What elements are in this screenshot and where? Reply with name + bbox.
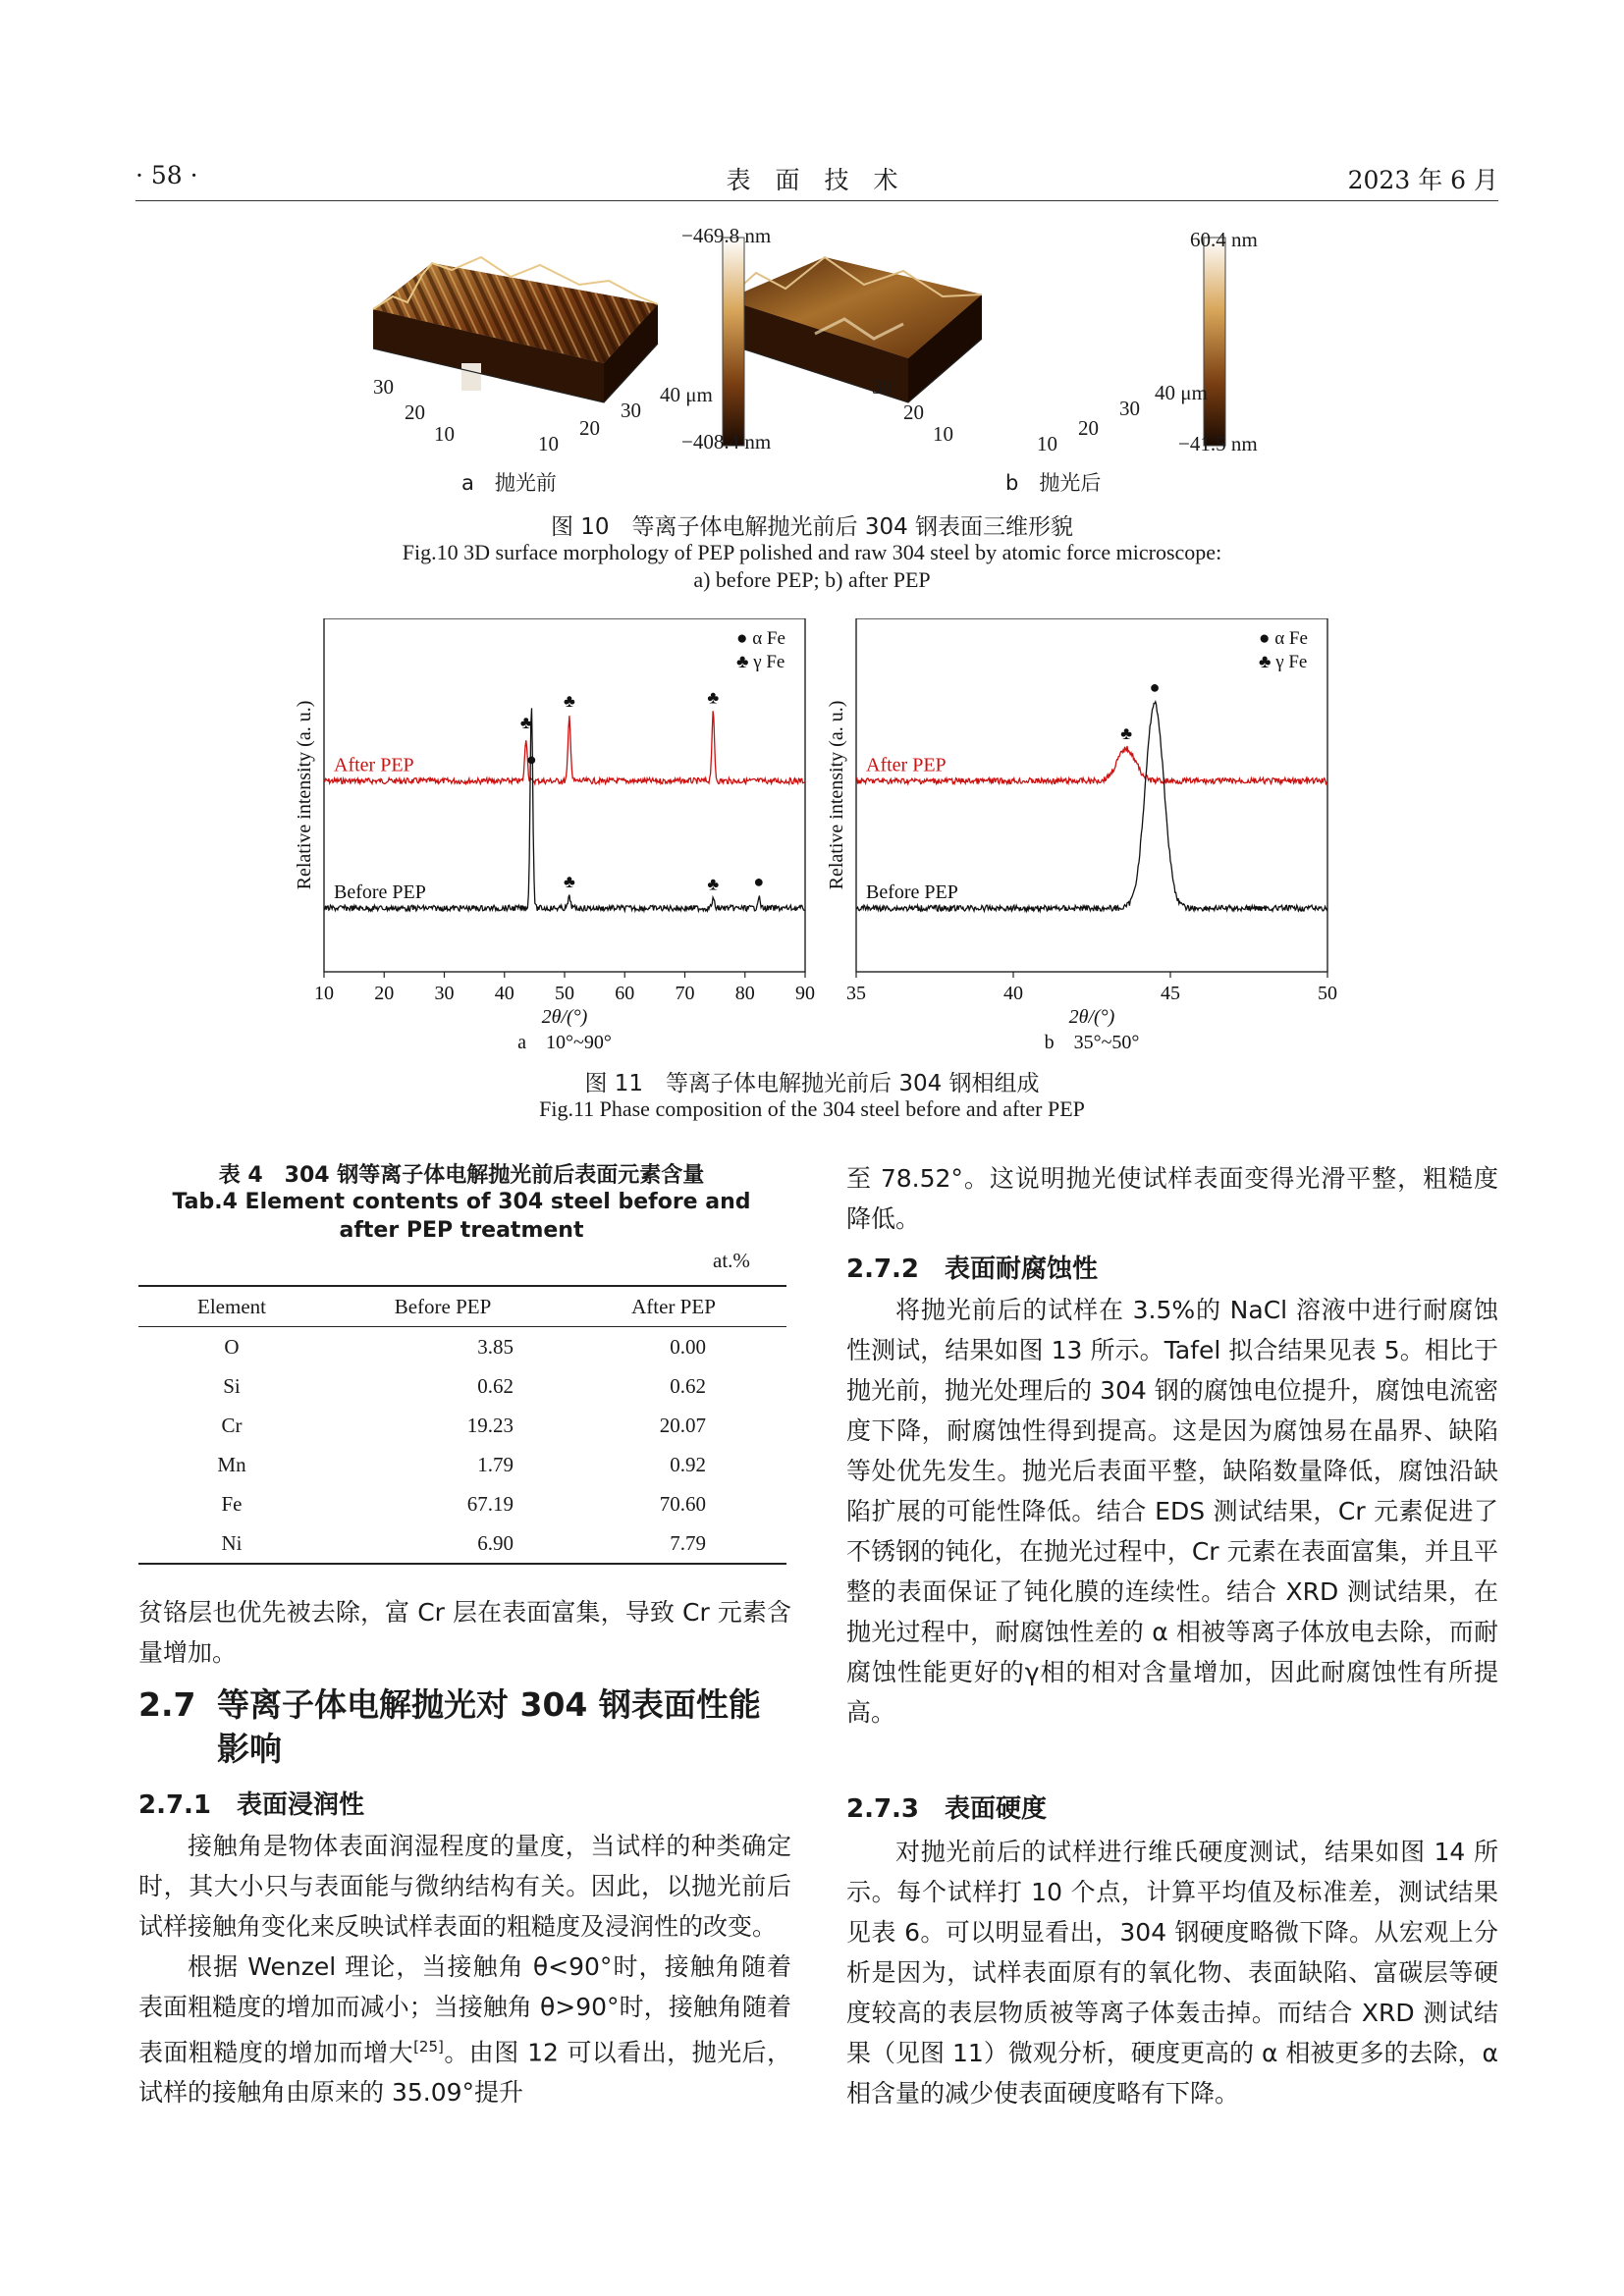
x-axis-label: 2θ/(°) xyxy=(541,1006,588,1028)
table4-title-en-2: after PEP treatment xyxy=(339,1218,584,1243)
series-label: Before PEP xyxy=(334,881,426,904)
peak-marker: ♣ xyxy=(707,687,720,708)
table4-cell: 0.62 xyxy=(670,1373,706,1398)
table4-cell: 1.79 xyxy=(477,1452,514,1476)
fig10-caption-en-1: Fig.10 3D surface morphology of PEP polished and raw 304 steel by atomic force microscope: xyxy=(402,540,1222,564)
table4-title-en-1: Tab.4 Element contents of 304 steel before and xyxy=(172,1190,751,1214)
fig10-caption-cn: 图 10 等离子体电解抛光前后 304 钢表面三维形貌 xyxy=(550,514,1074,540)
fig11a-xrd-chart xyxy=(275,618,825,1060)
afm-surface-b xyxy=(727,257,982,402)
x-axis-label: 2θ/(°) xyxy=(1068,1006,1115,1028)
chart-sublabel: a 10°~90° xyxy=(517,1032,612,1053)
fig11b-xrd-chart xyxy=(825,618,1345,1060)
table4-title-cn: 表 4 304 钢等离子体电解抛光前后表面元素含量 xyxy=(218,1163,705,1188)
x-tick-label: 40 xyxy=(494,983,514,1004)
peak-marker: ● xyxy=(525,749,537,770)
chart-sublabel: b 35°~50° xyxy=(1044,1032,1140,1053)
section-2-7-heading xyxy=(138,1682,791,1771)
right-column xyxy=(846,1158,1498,1239)
x-tick-label: 35 xyxy=(846,983,866,1004)
fig11-caption-en: Fig.11 Phase composition of the 304 steel before and after PEP xyxy=(539,1096,1085,1121)
plot-frame xyxy=(856,618,1327,972)
legend-entry: ♣ γ Fe xyxy=(736,652,785,672)
x-tick-label: 70 xyxy=(675,983,695,1004)
right-paragraph-3: 对抛光前后的试样进行维氏硬度测试，结果如图 14 所示。每个试样打 10 个点，计算平均值及标准差，测试结果见表 6。可以明显看出，304 钢硬度略微下降。从宏观上分析是因为，试样表面原有的氧化物、表面缺陷、富碳层等硬度较高的表层物质被等离子体轰击掉。而结合 XRD 测试结果（见图 11）微观分析，硬度更高的 α 相被更多的去除，α 相含量的减少使表面硬度略有下降。 xyxy=(846,1838,1498,2108)
left-column-body xyxy=(138,1826,791,2112)
issue-date: 2023 年 6 月 xyxy=(1347,166,1498,194)
header-rule xyxy=(135,200,1498,201)
fig10a-tick-10-left: 10 xyxy=(434,422,455,446)
x-tick-label: 20 xyxy=(374,983,395,1004)
table-row xyxy=(138,1523,786,1564)
y-axis-label: Relative intensity (a. u.) xyxy=(294,700,315,890)
peak-marker: ♣ xyxy=(563,872,575,892)
x-tick-label: 90 xyxy=(795,983,815,1004)
table-row xyxy=(138,1445,786,1484)
table4-cell: 0.00 xyxy=(670,1334,706,1359)
fig10b-axis-len: 40 μm xyxy=(1155,381,1208,404)
x-tick-label: 50 xyxy=(555,983,574,1004)
colorbar-b xyxy=(1204,238,1225,446)
fig10a-tick-10-right: 10 xyxy=(538,432,559,455)
fig10a-cb-min: −408.4 nm xyxy=(681,430,772,454)
table4-unit: at.% xyxy=(713,1249,750,1272)
left-paragraph-3b: 。由图 12 可以看出，抛光后，试样的接触角由原来的 35.09°提升 xyxy=(138,2038,791,2108)
table4-cell: 67.19 xyxy=(466,1491,514,1516)
peak-marker: ♣ xyxy=(563,691,575,712)
fig10b-tick-10-left: 10 xyxy=(933,422,953,446)
x-tick-label: 80 xyxy=(734,983,755,1004)
peak-marker: ♣ xyxy=(707,874,720,894)
table4-cell: Mn xyxy=(217,1452,246,1476)
afm-surface-a xyxy=(373,257,658,402)
y-axis-label: Relative intensity (a. u.) xyxy=(826,700,847,890)
x-tick-label: 30 xyxy=(434,983,455,1004)
reference-25: [25] xyxy=(413,2038,444,2056)
left-paragraph-2: 接触角是物体表面润湿程度的量度，当试样的种类确定时，其大小只与表面能与微纳结构有关。因此，以抛光前后试样接触角变化来反映试样表面的粗糙度及浸润性的改变。 xyxy=(138,1832,791,1941)
table4-cell: 0.92 xyxy=(670,1452,706,1476)
left-paragraph-3 xyxy=(138,1947,791,2112)
left-column xyxy=(138,1592,791,1673)
section-2-7-3-heading: 2.7.3 表面硬度 xyxy=(846,1794,1048,1824)
right-paragraph-2: 将抛光前后的试样在 3.5%的 NaCl 溶液中进行耐腐蚀性测试，结果如图 13 所示。Tafel 拟合结果见表 5。相比于抛光前，抛光处理后的 304 钢的腐蚀电位提升，腐蚀电流密度下降，耐腐蚀性得到提高。这是因为腐蚀易在晶界、缺陷等处优先发生。抛光后表面平整，缺陷数量降低，腐蚀沿缺陷扩展的可能性降低。结合 EDS 测试结果，Cr 元素促进了不锈钢的钝化，在抛光过程中，Cr 元素在表面富集，并且平整的表面保证了钝化膜的连续性。结合 XRD 测试结果，在抛光过程中，耐腐蚀性差的 α 相被等离子体放电去除，而耐腐蚀性能更好的γ相的相对含量增加，因此耐腐蚀性有所提高。 xyxy=(846,1296,1498,1727)
page-number: · 58 · xyxy=(135,161,198,189)
table4-cell: 0.62 xyxy=(477,1373,514,1398)
table4-cell: 70.60 xyxy=(659,1491,706,1516)
table-row xyxy=(138,1406,786,1445)
series-label: Before PEP xyxy=(866,881,958,904)
colorbar-a-visible xyxy=(723,238,744,446)
legend-entry: ● α Fe xyxy=(1259,628,1308,649)
peak-marker: ● xyxy=(753,872,765,892)
fig10a-cb-max: −469.8 nm xyxy=(681,224,772,247)
table4-cell: 6.90 xyxy=(477,1530,514,1555)
fig10b-tick-30-right: 30 xyxy=(1119,397,1140,420)
x-tick-label: 10 xyxy=(314,983,334,1004)
x-tick-label: 45 xyxy=(1161,983,1180,1004)
plot-frame xyxy=(324,618,805,972)
fig10b-tick-30-left: 30 xyxy=(872,375,893,399)
table-row xyxy=(138,1327,786,1367)
table4-header-element: Element xyxy=(197,1294,266,1318)
series-label: After PEP xyxy=(334,754,414,776)
fig11-caption-cn: 图 11 等离子体电解抛光前后 304 钢相组成 xyxy=(584,1071,1040,1096)
fig10a-axis-len: 40 μm xyxy=(660,383,713,406)
table4-cell: 3.85 xyxy=(477,1334,514,1359)
fig10-afm-images xyxy=(353,216,1296,510)
fig10b-cb-min: −41.5 nm xyxy=(1178,432,1258,455)
table-row xyxy=(138,1484,786,1523)
fig10a-tick-30-left: 30 xyxy=(373,375,394,399)
fig10b-tick-20-left: 20 xyxy=(903,400,924,424)
table4-cell: 20.07 xyxy=(659,1413,706,1437)
fig10b-cb-max: 60.4 nm xyxy=(1190,228,1258,251)
table-row xyxy=(138,1366,786,1406)
left-paragraph-1: 贫铬层也优先被去除，富 Cr 层在表面富集，导致 Cr 元素含量增加。 xyxy=(138,1598,791,1667)
legend-entry: ♣ γ Fe xyxy=(1259,652,1308,672)
table4-cell: Cr xyxy=(221,1413,243,1437)
fig10a-tick-30-right: 30 xyxy=(621,399,641,422)
legend-entry: ● α Fe xyxy=(736,628,785,649)
right-column-body-1 xyxy=(846,1290,1498,1733)
right-paragraph-1: 至 78.52°。这说明抛光使试样表面变得光滑平整，粗糙度降低。 xyxy=(846,1164,1498,1233)
table4-cell: O xyxy=(224,1334,240,1359)
table4-header-after: After PEP xyxy=(631,1294,716,1318)
peak-marker: ● xyxy=(1149,677,1161,698)
table4-header-before: Before PEP xyxy=(394,1294,492,1318)
table4-cell: 7.79 xyxy=(670,1530,706,1555)
series-label: After PEP xyxy=(866,754,947,776)
peak-marker: ♣ xyxy=(1120,722,1133,743)
peak-marker: ♣ xyxy=(519,712,532,732)
x-tick-label: 40 xyxy=(1003,983,1023,1004)
series-line xyxy=(856,702,1327,911)
left-paragraph-3a: 根据 Wenzel 理论，当接触角 θ<90°时，接触角随着表面粗糙度的增加而减小；当接触角 θ>90°时，接触角随着表面粗糙度的增加而增大 xyxy=(138,1952,791,2067)
section-2-7-number: 2.7 xyxy=(138,1685,196,1724)
fig10b-tick-20-right: 20 xyxy=(1078,416,1099,440)
right-column-body-2 xyxy=(846,1832,1498,2113)
table4-cell: Fe xyxy=(221,1491,243,1516)
section-2-7-title: 等离子体电解抛光对 304 钢表面性能影响 xyxy=(217,1685,761,1768)
x-tick-label: 60 xyxy=(615,983,635,1004)
fig10b-label: b 抛光后 xyxy=(1005,471,1102,495)
fig10a-label: a 抛光前 xyxy=(461,471,557,495)
x-tick-label: 50 xyxy=(1318,983,1337,1004)
table4 xyxy=(138,1285,786,1565)
table4-cell: 19.23 xyxy=(466,1413,514,1437)
section-2-7-1-heading: 2.7.1 表面浸润性 xyxy=(138,1790,365,1820)
section-2-7-2-heading: 2.7.2 表面耐腐蚀性 xyxy=(846,1255,1099,1284)
table4-header-row xyxy=(138,1286,786,1327)
table4-cell: Ni xyxy=(221,1530,243,1555)
fig10a-tick-20-left: 20 xyxy=(405,400,425,424)
table4-cell: Si xyxy=(223,1373,241,1398)
fig10b-tick-10-right: 10 xyxy=(1037,432,1057,455)
fig10a-tick-20-right: 20 xyxy=(579,416,600,440)
journal-name: 表 面 技 术 xyxy=(726,166,898,194)
fig10-caption-en-2: a) before PEP; b) after PEP xyxy=(693,567,931,592)
